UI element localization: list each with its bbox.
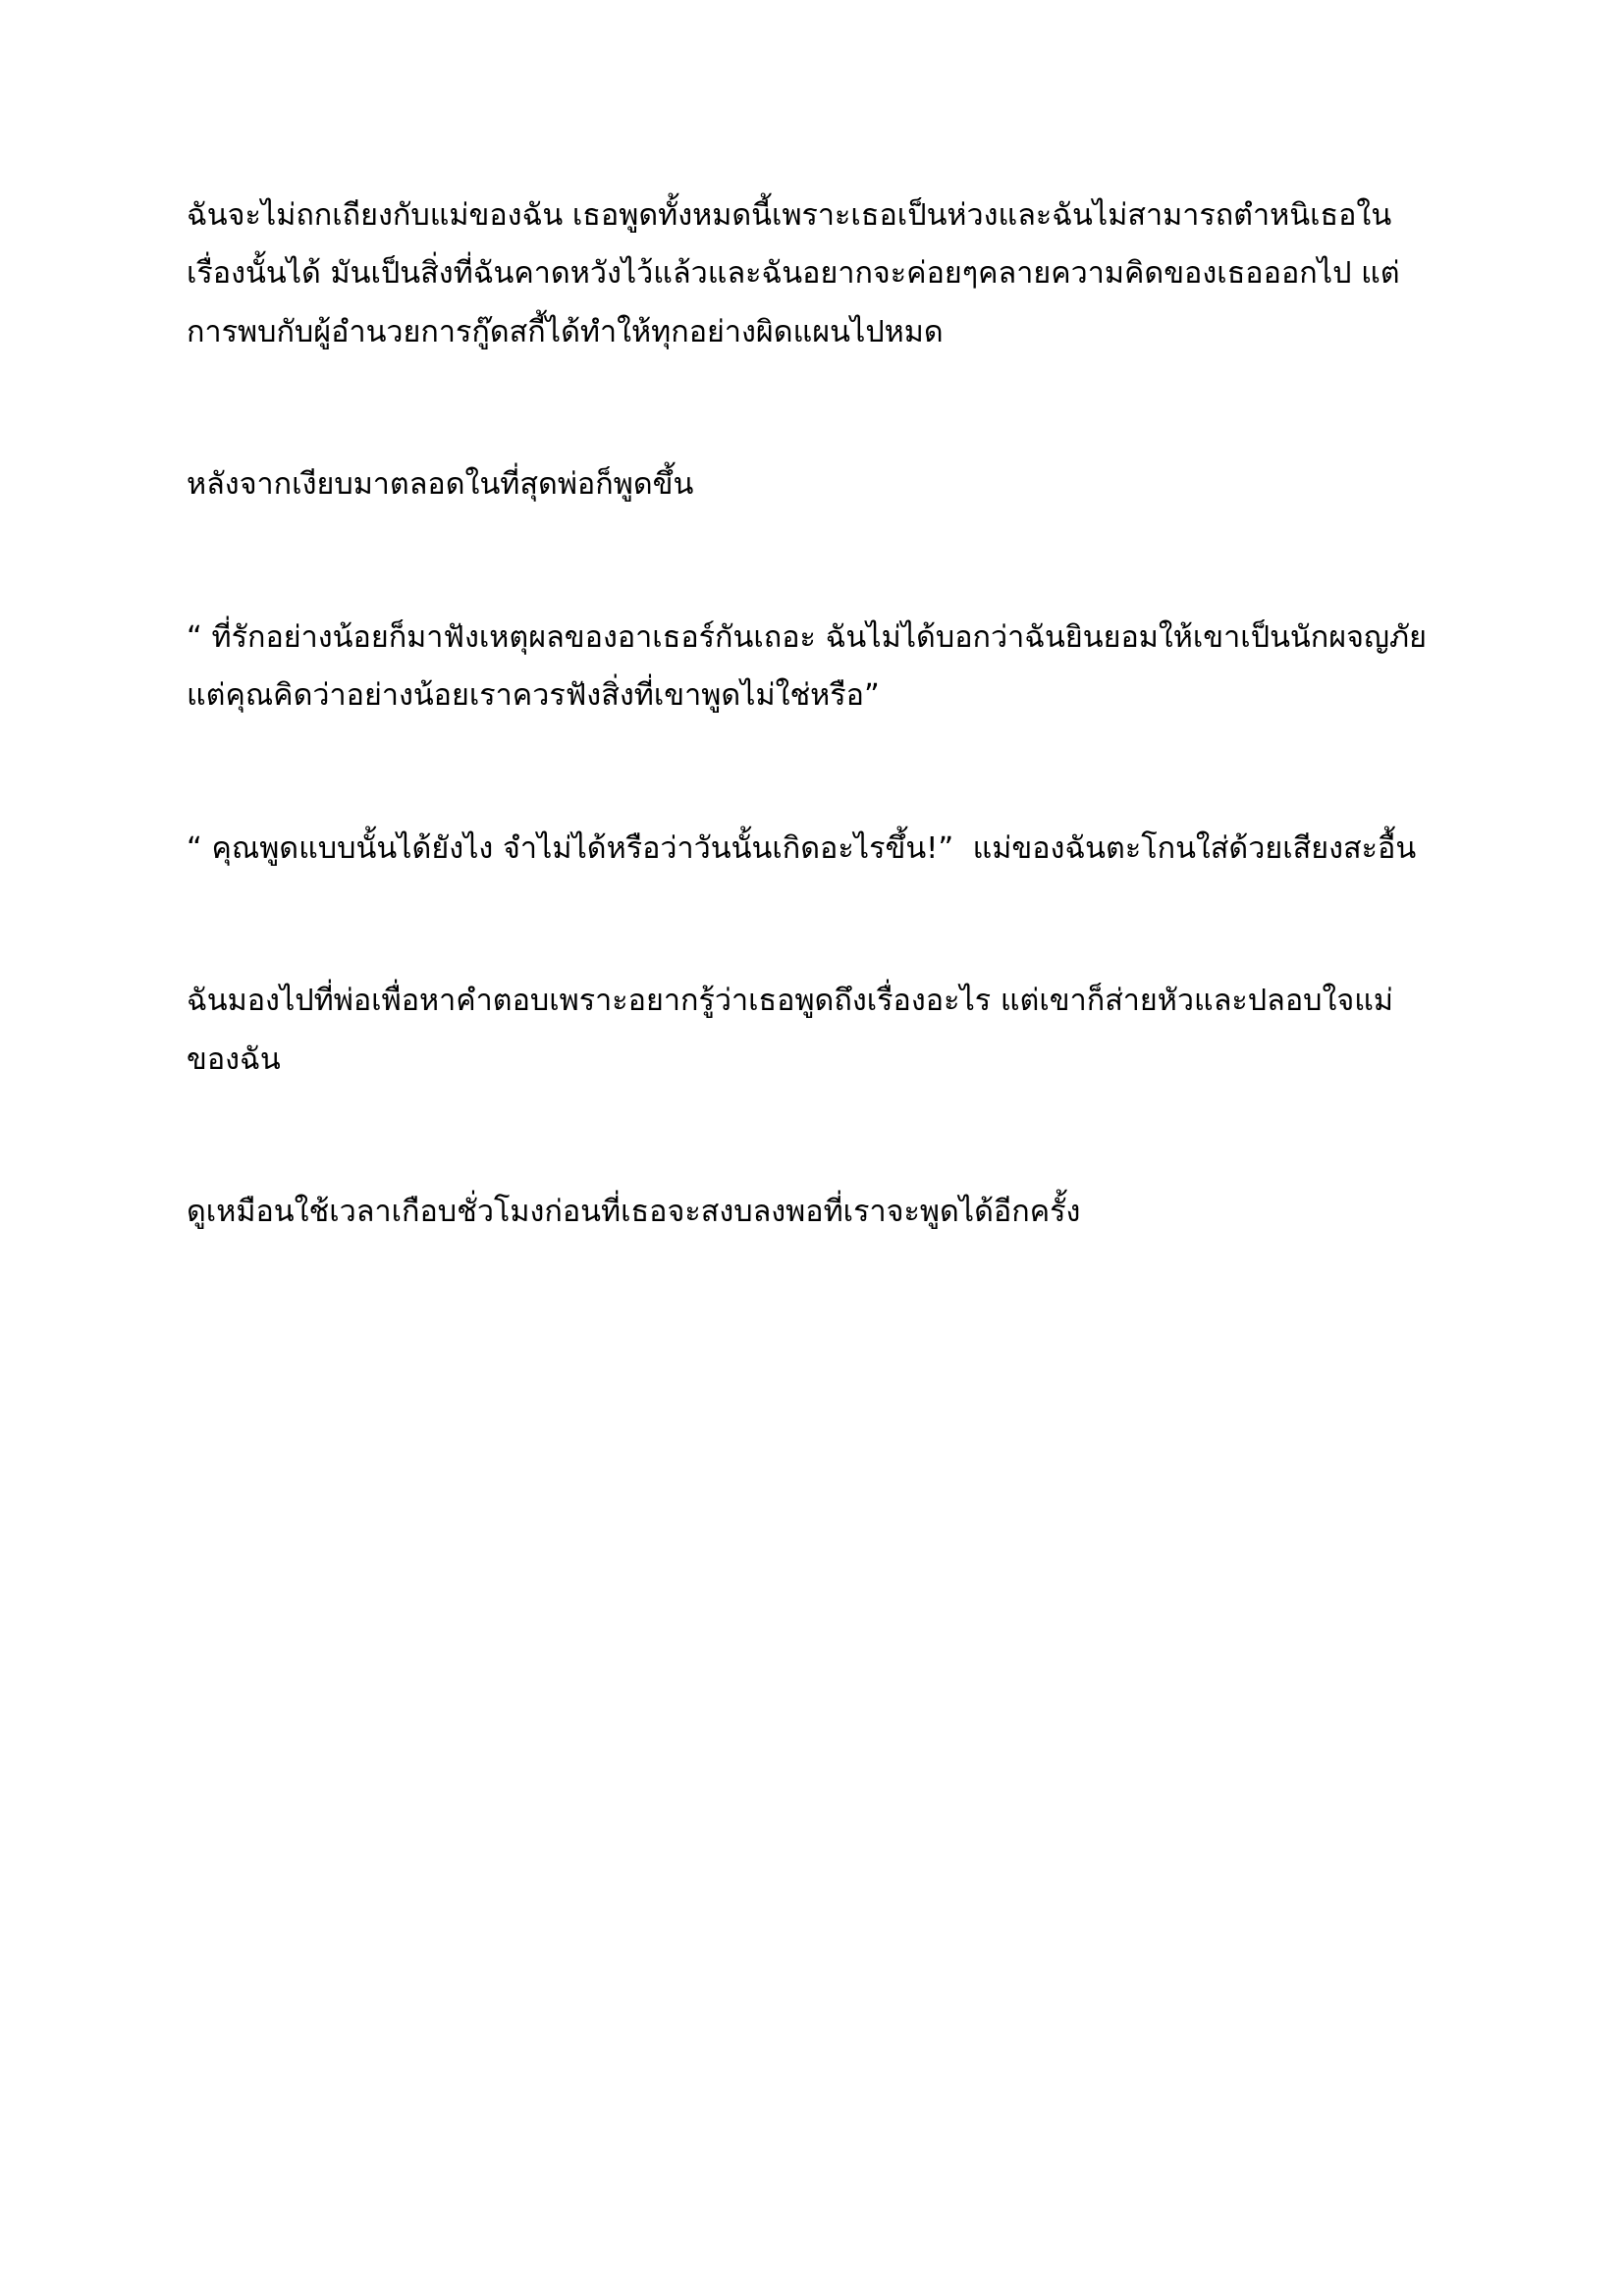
document-body [187,187,1434,1242]
paragraph-5: ฉันมองไปที่พ่อเพื่อหาคำตอบเพราะอยากรู้ว่าเธอพูดถึงเรื่องอะไร แต่เขาก็ส่ายหัวและปลอบใจแม่ของฉัน [187,984,1394,1077]
paragraph-1: ฉันจะไม่ถกเถียงกับแม่ของฉัน เธอพูดทั้งหมดนี้เพราะเธอเป็นห่วงและฉันไม่สามารถตำหนิเธอในเรื่องนั้นได้ มันเป็นสิ่งที่ฉันคาดหวังไว้แล้วและฉันอยากจะค่อยๆคลายความคิดของเธอออกไป แต่การพบกับผู้อำนวยการกู๊ดสกี้ได้ทำให้ทุกอย่างผิดแผนไปหมด [187,198,1400,349]
paragraph-4: “ คุณพูดแบบนั้นได้ยังไง จำไม่ได้หรือว่าวันนั้นเกิดอะไรขึ้น!” แม่ของฉันตะโกนใส่ด้วยเสียงสะอื้น [187,830,1417,866]
paragraph-3: “ ที่รักอย่างน้อยก็มาฟังเหตุผลของอาเธอร์กันเถอะ ฉันไม่ได้บอกว่าฉันยินยอมให้เขาเป็นนักผจญภัย แต่คุณคิดว่าอย่างน้อยเราควรฟังสิ่งที่เขาพูดไม่ใช่หรือ” [187,619,1436,714]
paragraph-6: ดูเหมือนใช้เวลาเกือบชั่วโมงก่อนที่เธอจะสงบลงพอที่เราจะพูดได้อีกครั้ง [187,1195,1081,1230]
paragraph-2: หลังจากเงียบมาตลอดในที่สุดพ่อก็พูดขึ้น [187,467,694,503]
